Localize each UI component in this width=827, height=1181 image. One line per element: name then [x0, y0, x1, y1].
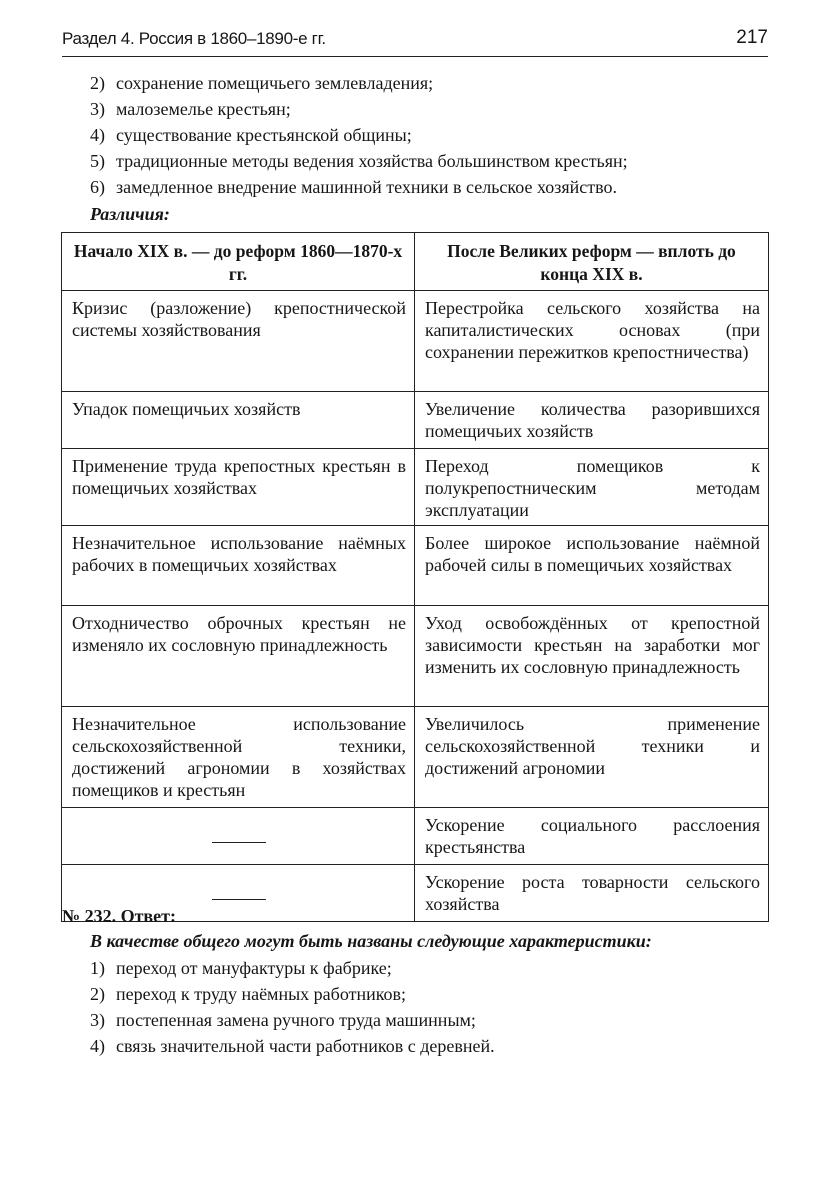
item-text: существование крестьянской общины;	[116, 125, 412, 145]
table-cell: Применение труда крепостных крестьян в помещичьих хозяйствах	[62, 449, 415, 526]
list-item	[90, 1007, 780, 1033]
list-item	[90, 174, 780, 200]
table-cell: Кризис (разложение) крепостнической системы хозяйствования	[62, 291, 415, 392]
item-text: замедленное внедрение машинной техники в сельское хозяйство.	[116, 177, 618, 197]
item-number: 4)	[90, 125, 105, 145]
column-header-before: Начало XIX в. — до реформ 1860—1870-х гг.	[62, 233, 415, 291]
differences-table	[61, 232, 769, 922]
column-header-after: После Великих реформ — вплоть до конца XIX в.	[415, 233, 769, 291]
table-cell: Отходничество оброчных крестьян не изменяло их сословную принадлежность	[62, 606, 415, 707]
item-number: 5)	[90, 151, 105, 171]
table-row	[62, 526, 769, 606]
differences-label: Различия:	[90, 204, 170, 224]
table-cell: Уход освобождённых от крепостной зависимости крестьян на заработки мог изменить их сословную принадлежность	[415, 606, 769, 707]
table-header-row	[62, 233, 769, 291]
table-cell: Ускорение роста товарности сельского хозяйства	[415, 865, 769, 922]
list-item	[90, 1033, 780, 1059]
table-cell: Увеличилось применение сельскохозяйственной техники и достижений агрономии	[415, 707, 769, 808]
similarities-list-continued	[90, 70, 780, 200]
empty-cell-dash	[62, 808, 415, 865]
item-number: 4)	[90, 1036, 105, 1056]
table-row	[62, 707, 769, 808]
item-text: связь значительной части работников с деревней.	[116, 1036, 495, 1056]
list-item	[90, 122, 780, 148]
item-number: 6)	[90, 177, 105, 197]
list-item	[90, 70, 780, 96]
item-text: постепенная замена ручного труда машинным;	[116, 1010, 476, 1030]
table-row	[62, 449, 769, 526]
item-text: сохранение помещичьего землевладения;	[116, 73, 434, 93]
answer-title: № 232. Ответ:	[62, 906, 176, 926]
table-cell: Перестройка сельского хозяйства на капиталистических основах (при сохранении пережитков крепостничества)	[415, 291, 769, 392]
running-header	[62, 26, 768, 57]
table-cell: Переход помещиков к полукрепостническим методам эксплуатации	[415, 449, 769, 526]
table-cell: Незначительное использование наёмных рабочих в помещичьих хозяйствах	[62, 526, 415, 606]
answer-subtitle: В качестве общего могут быть названы следующие характеристики:	[90, 931, 652, 951]
answer-list	[90, 955, 780, 1059]
list-item	[90, 148, 780, 174]
list-item	[90, 96, 780, 122]
table-cell: Увеличение количества разорившихся помещичьих хозяйств	[415, 392, 769, 449]
item-text: традиционные методы ведения хозяйства большинством крестьян;	[116, 151, 628, 171]
item-number: 2)	[90, 73, 105, 93]
table-row	[62, 392, 769, 449]
item-number: 1)	[90, 958, 105, 978]
table-cell: Упадок помещичьих хозяйств	[62, 392, 415, 449]
dash-line	[212, 887, 266, 900]
item-number: 3)	[90, 99, 105, 119]
list-item	[90, 955, 780, 981]
table-cell: Более широкое использование наёмной рабочей силы в помещичьих хозяйствах	[415, 526, 769, 606]
table-cell: Ускорение социального расслоения крестьянства	[415, 808, 769, 865]
item-number: 2)	[90, 984, 105, 1004]
table-cell: Незначительное использование сельскохозяйственной техники, достижений агрономии в хозяйствах помещиков и крестьян	[62, 707, 415, 808]
list-item	[90, 981, 780, 1007]
table-row	[62, 291, 769, 392]
dash-line	[212, 830, 266, 843]
item-text: малоземелье крестьян;	[116, 99, 291, 119]
section-title: Раздел 4. Россия в 1860–1890-е гг.	[62, 29, 326, 48]
table-row	[62, 808, 769, 865]
page-number: 217	[736, 27, 768, 48]
item-text: переход от мануфактуры к фабрике;	[116, 958, 392, 978]
item-number: 3)	[90, 1010, 105, 1030]
item-text: переход к труду наёмных работников;	[116, 984, 407, 1004]
table-row	[62, 606, 769, 707]
